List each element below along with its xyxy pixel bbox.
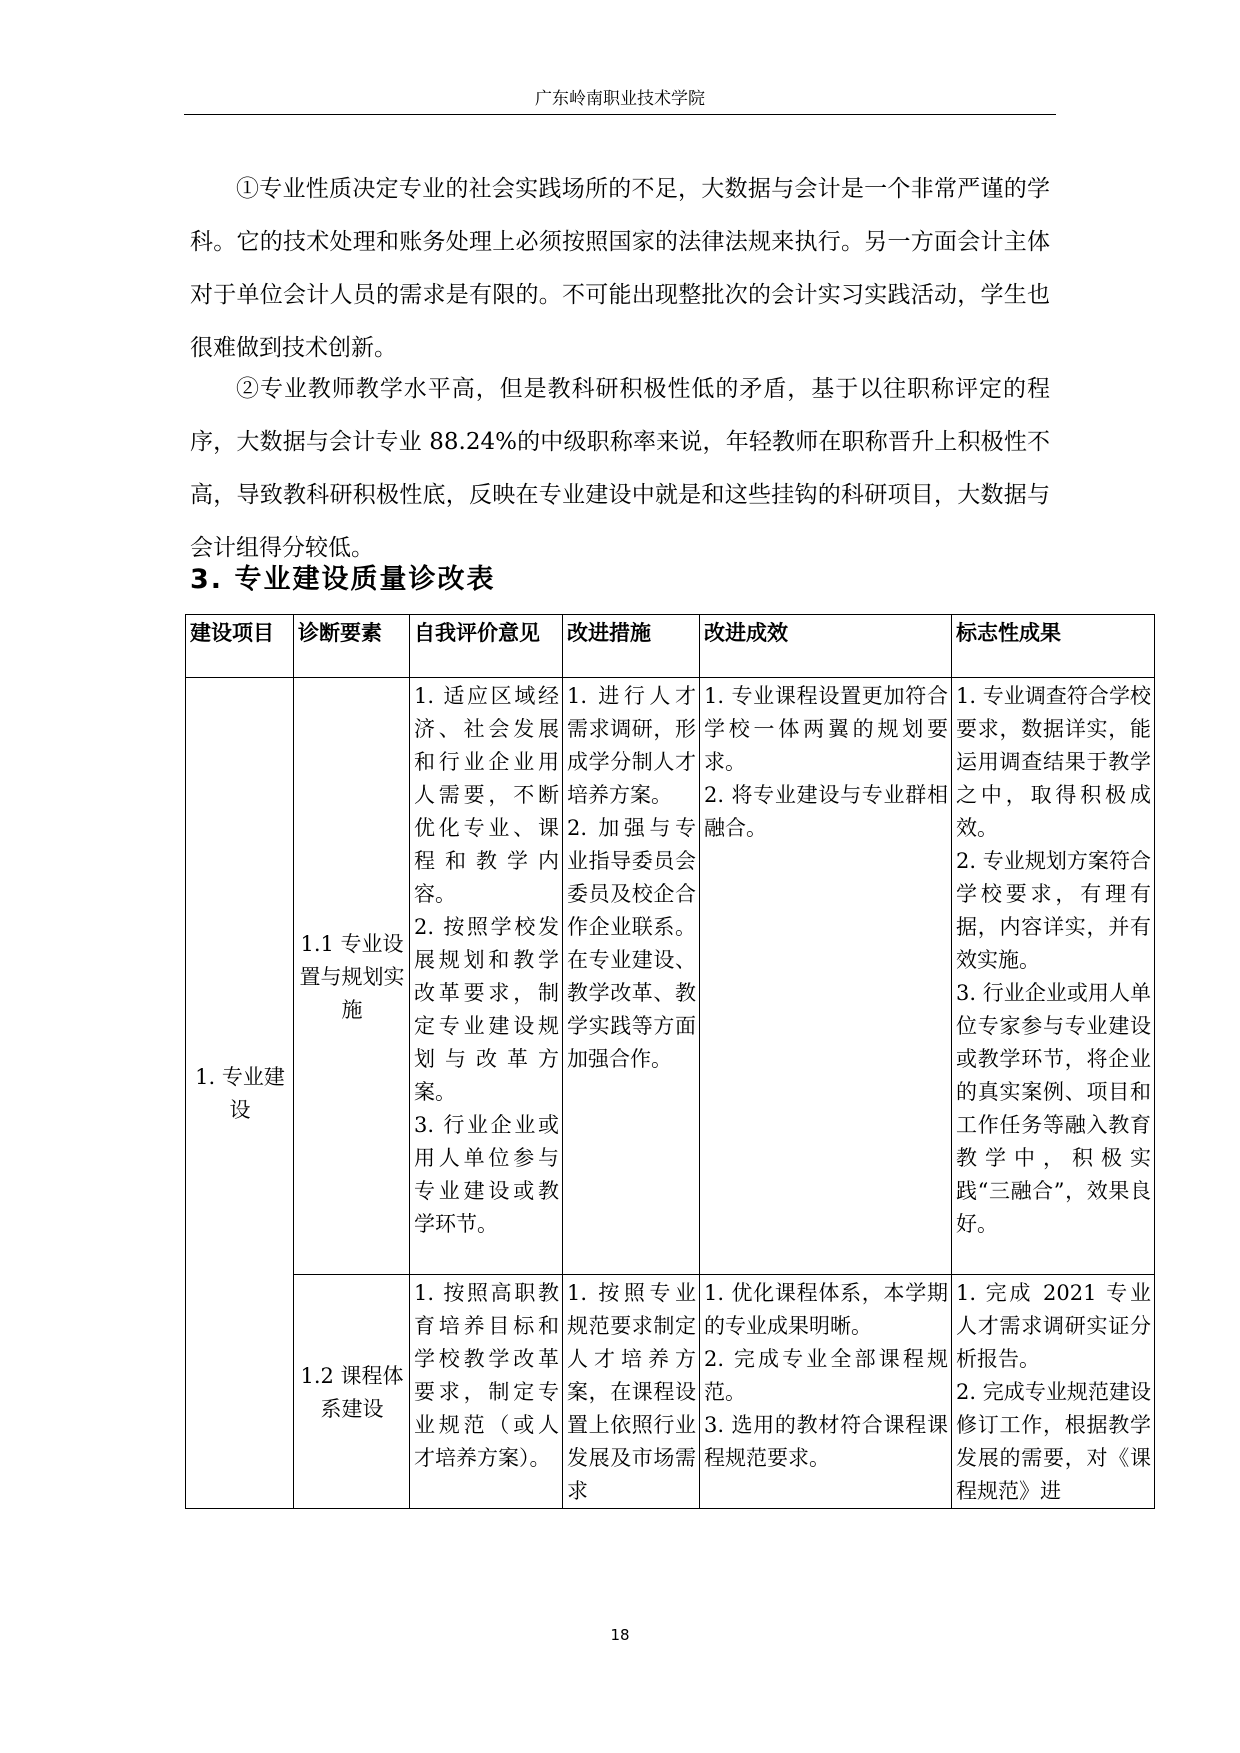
element-cell: 1.2 课程体系建设: [294, 1275, 410, 1509]
effects-cell: 1. 专业课程设置更加符合学校一体两翼的规划要求。 2. 将专业建设与专业群相融合。: [700, 678, 952, 1275]
element-cell: 1.1 专业设置与规划实施: [294, 678, 410, 1275]
measures-cell: 1. 按照专业规范要求制定人才培养方案，在课程设置上依照行业发展及市场需求: [563, 1275, 700, 1509]
effects-cell: 1. 优化课程体系，本学期的专业成果明晰。 2. 完成专业全部课程规范。 3. 选用的教材符合课程课程规范要求。: [700, 1275, 952, 1509]
header-results: 标志性成果: [952, 615, 1155, 678]
header-effects: 改进成效: [700, 615, 952, 678]
table-row: [186, 1275, 1155, 1509]
self-eval-cell: 1. 按照高职教育培养目标和学校教学改革要求，制定专业规范（或人才培养方案）。: [410, 1275, 563, 1509]
header-self-eval: 自我评价意见: [410, 615, 563, 678]
measures-cell: 1. 进行人才需求调研，形成学分制人才培养方案。 2. 加强与专业指导委员会委员及校企合作企业联系。在专业建设、教学改革、教学实践等方面加强合作。: [563, 678, 700, 1275]
paragraph-1: ①专业性质决定专业的社会实践场所的不足，大数据与会计是一个非常严谨的学科。它的技术处理和账务处理上必须按照国家的法律法规来执行。另一方面会计主体对于单位会计人员的需求是有限的。不可能出现整批次的会计实习实践活动，学生也很难做到技术创新。: [190, 176, 1050, 361]
section-title: 3. 专业建设质量诊改表: [190, 564, 496, 595]
results-cell: 1. 专业调查符合学校要求，数据详实，能运用调查结果于教学之中，取得积极成效。 2. 专业规划方案符合学校要求，有理有据，内容详实，并有效实施。 3. 行业企业或用人单位专家参与专业建设或教学环节，将企业的真实案例、项目和工作任务等融入教育教学中，积极实践“三融合”，效果良好。: [952, 678, 1155, 1275]
diagnosis-table: [185, 614, 1155, 1509]
self-eval-cell: 1. 适应区域经济、社会发展和行业企业用人需要，不断优化专业、课程和教学内容。 2. 按照学校发展规划和教学改革要求，制定专业建设规划与改革方案。 3. 行业企业或用人单位参与专业建设或教学环节。: [410, 678, 563, 1275]
page-number: 18: [610, 1626, 630, 1644]
header-element: 诊断要素: [294, 615, 410, 678]
table-row: [186, 678, 1155, 1275]
project-cell: 1. 专业建设: [186, 678, 294, 1509]
table-header-row: [186, 615, 1155, 678]
header-measures: 改进措施: [563, 615, 700, 678]
paragraph-2: ②专业教师教学水平高，但是教科研积极性低的矛盾，基于以往职称评定的程序，大数据与会计专业 88.24%的中级职称率来说，年轻教师在职称晋升上积极性不高，导致教科研积极性底，反映在专业建设中就是和这些挂钩的科研项目，大数据与会计组得分较低。: [190, 376, 1050, 561]
header-project: 建设项目: [186, 615, 294, 678]
page-header: 广东岭南职业技术学院: [184, 84, 1056, 115]
results-cell: 1. 完成 2021 专业人才需求调研实证分析报告。 2. 完成专业规范建设修订工作，根据教学发展的需要，对《课程规范》进: [952, 1275, 1155, 1509]
